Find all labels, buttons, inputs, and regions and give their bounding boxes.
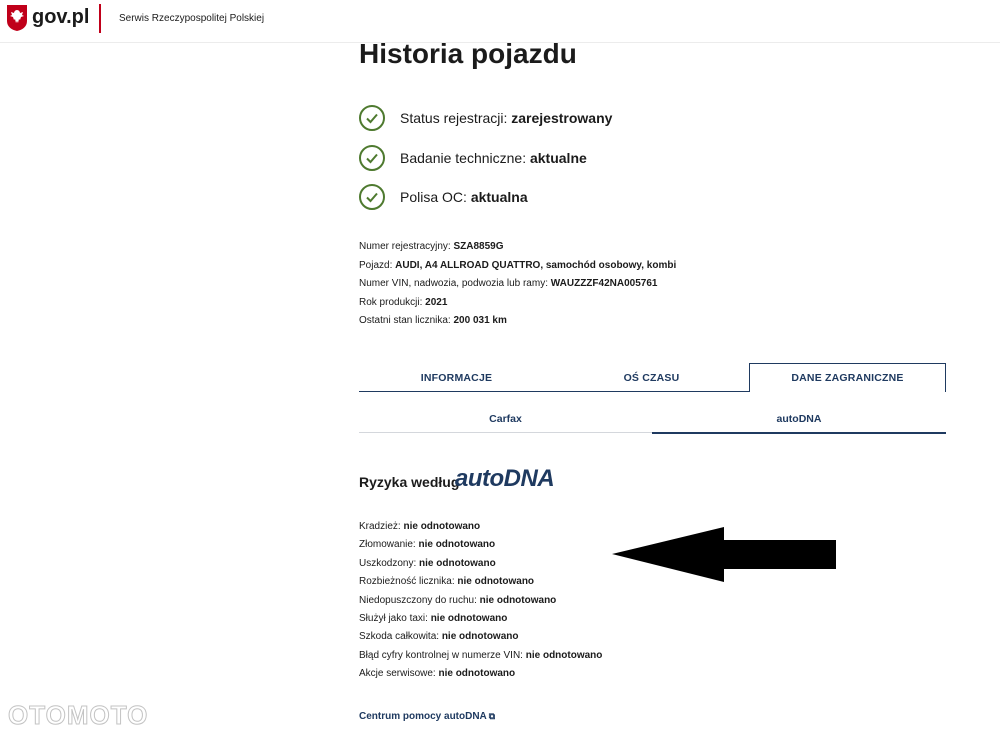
sub-tabs bbox=[359, 405, 946, 435]
risk-item: Błąd cyfry kontrolnej w numerze VIN: nie odnotowano bbox=[359, 649, 603, 661]
risk-item: Akcje serwisowe: nie odnotowano bbox=[359, 668, 516, 680]
risk-item: Niedopuszczony do ruchu: nie odnotowano bbox=[359, 594, 557, 606]
tab-os-czasu[interactable]: OŚ CZASU bbox=[623, 371, 680, 384]
polish-eagle-emblem-icon bbox=[6, 4, 28, 32]
check-circle-icon bbox=[359, 184, 385, 210]
status-registration bbox=[359, 104, 612, 132]
autodna-logo: autoDNA bbox=[455, 465, 555, 492]
status-value: aktualne bbox=[529, 150, 587, 166]
check-circle-icon bbox=[359, 145, 385, 171]
left-arrow-icon bbox=[612, 527, 836, 582]
status-value: aktualna bbox=[470, 189, 528, 205]
status-label: Status rejestracji: bbox=[400, 110, 512, 126]
main-tabs bbox=[359, 363, 946, 393]
subtab-autodna[interactable]: autoDNA bbox=[776, 413, 822, 425]
help-center-link[interactable]: Centrum pomocy autoDNA ⧉ bbox=[359, 711, 496, 722]
risk-item: Służył jako taxi: nie odnotowano bbox=[359, 613, 508, 625]
detail-registration: Numer rejestracyjny: SZA8859G bbox=[359, 241, 504, 252]
subtab-carfax[interactable]: Carfax bbox=[489, 413, 522, 425]
risk-item: Szkoda całkowita: nie odnotowano bbox=[359, 631, 519, 643]
status-text bbox=[400, 110, 612, 126]
status-text bbox=[400, 150, 587, 166]
external-link-icon: ⧉ bbox=[488, 711, 496, 721]
status-text bbox=[400, 189, 528, 205]
risk-item: Uszkodzony: nie odnotowano bbox=[359, 557, 496, 569]
top-header bbox=[0, 0, 1000, 43]
status-label: Polisa OC: bbox=[400, 189, 471, 205]
risk-item: Złomowanie: nie odnotowano bbox=[359, 539, 496, 551]
service-name: Serwis Rzeczypospolitej Polskiej bbox=[119, 13, 265, 24]
status-value: zarejestrowany bbox=[511, 110, 613, 126]
status-inspection bbox=[359, 144, 587, 172]
header-divider bbox=[99, 4, 101, 33]
risk-item: Rozbieżność licznika: nie odnotowano bbox=[359, 576, 535, 588]
risk-list bbox=[359, 518, 602, 684]
detail-year: Rok produkcji: 2021 bbox=[359, 296, 448, 308]
status-label: Badanie techniczne: bbox=[400, 150, 530, 166]
gov-pl-logo[interactable]: gov.pl bbox=[32, 6, 90, 28]
risk-item: Kradzież: nie odnotowano bbox=[359, 521, 481, 532]
tab-dane-zagraniczne[interactable]: DANE ZAGRANICZNE bbox=[749, 363, 946, 392]
detail-mileage: Ostatni stan licznika: 200 031 km bbox=[359, 315, 507, 326]
tab-informacje[interactable]: INFORMACJE bbox=[420, 371, 493, 384]
status-insurance bbox=[359, 183, 528, 211]
page-title: Historia pojazdu bbox=[359, 38, 577, 69]
risk-heading: Ryzyka według bbox=[359, 474, 460, 490]
vehicle-details bbox=[359, 238, 676, 331]
watermark: OTOMOTO bbox=[8, 700, 149, 730]
detail-vehicle: Pojazd: AUDI, A4 ALLROAD QUATTRO, samochód osobowy, kombi bbox=[359, 259, 677, 271]
detail-vin: Numer VIN, nadwozia, podwozia lub ramy: WAUZZZF42NA005761 bbox=[359, 278, 658, 289]
check-circle-icon bbox=[359, 105, 385, 131]
